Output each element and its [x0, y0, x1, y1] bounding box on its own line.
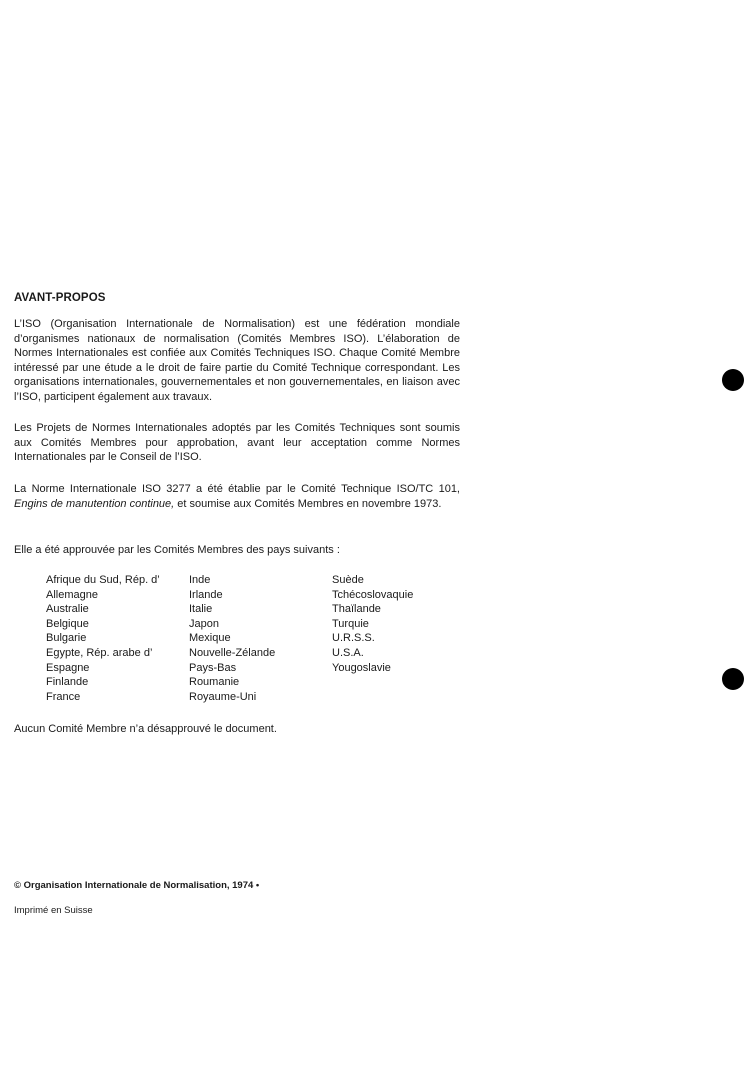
paragraph-3-text-end: et soumise aux Comités Membres en novembre 1973.	[174, 497, 442, 510]
country-item: Tchécoslovaquie	[332, 588, 414, 601]
foreword-paragraph-2: Les Projets de Normes Internationales adoptés par les Comités Techniques sont soumis aux Comités Membres pour approbation, avant leur acceptation comme Normes Internationales par le Conseil de l’ISO.	[14, 422, 460, 464]
country-item: Allemagne	[46, 588, 98, 601]
committee-title: Engins de manutention continue,	[14, 497, 175, 510]
country-item: Thaïlande	[332, 603, 381, 616]
country-item: Inde	[189, 574, 211, 586]
country-item: Pays-Bas	[189, 661, 237, 674]
country-item: Suède	[332, 574, 364, 586]
country-item: Japon	[189, 617, 219, 630]
country-item: Roumanie	[189, 676, 240, 689]
foreword-paragraph-1: L’ISO (Organisation Internationale de Normalisation) est une fédération mondiale d’organismes nationaux de normalisation (Comités Membres ISO). L’élaboration de Normes Internationales est confiée aux Comités Techniques ISO. Chaque Comité Membre intéressé par une étude a le droit de faire partie du Comité Technique correspondant. Les organisations internationales, gouvernementales et non gouvernementales, en liaison avec l’ISO, participent également aux travaux.	[14, 318, 460, 403]
approval-intro: Elle a été approuvée par les Comités Membres des pays suivants :	[14, 544, 340, 556]
binder-hole-mark	[722, 668, 744, 690]
country-item: Egypte, Rép. arabe d’	[46, 646, 153, 659]
country-item: Australie	[46, 603, 89, 616]
country-item: Belgique	[46, 617, 89, 630]
country-column-2	[189, 573, 275, 704]
country-item: U.S.A.	[332, 646, 364, 659]
country-item: France	[46, 690, 81, 703]
country-item: Nouvelle-Zélande	[189, 646, 276, 659]
foreword-heading: AVANT-PROPOS	[14, 292, 106, 304]
country-item: Turquie	[332, 617, 369, 630]
country-item: Mexique	[189, 632, 231, 645]
copyright-notice: © Organisation Internationale de Normalisation, 1974 •	[14, 880, 260, 891]
disapproval-statement: Aucun Comité Membre n’a désapprouvé le document.	[14, 723, 277, 735]
country-item: Espagne	[46, 661, 90, 674]
country-column-3	[332, 573, 413, 675]
country-item: U.R.S.S.	[332, 632, 375, 645]
country-item: Bulgarie	[46, 632, 87, 645]
printed-in: Imprimé en Suisse	[14, 905, 93, 916]
country-item: Afrique du Sud, Rép. d’	[46, 574, 160, 586]
paragraph-3-text-start: La Norme Internationale ISO 3277 a été établie par le Comité Technique ISO/TC 101,	[14, 483, 460, 495]
binder-hole-mark	[722, 369, 744, 391]
foreword-paragraph-3	[14, 482, 460, 511]
country-item: Finlande	[46, 676, 89, 689]
country-item: Yougoslavie	[332, 661, 391, 674]
country-item: Italie	[189, 603, 213, 616]
country-item: Royaume-Uni	[189, 690, 257, 703]
country-item: Irlande	[189, 588, 223, 601]
country-column-1	[46, 573, 160, 704]
